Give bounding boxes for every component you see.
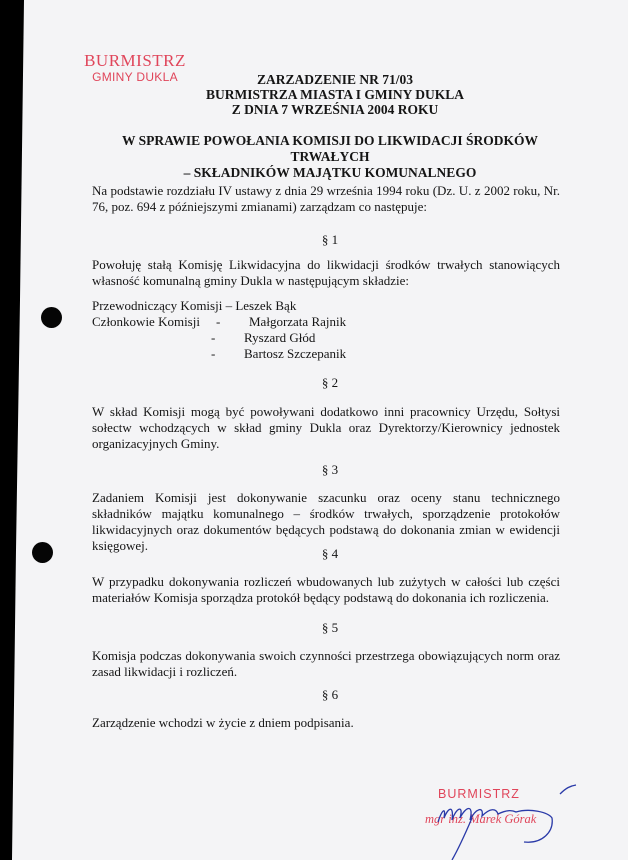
- stamp-line-1: BURMISTRZ: [84, 51, 186, 70]
- section-text-3: Zadaniem Komisji jest dokonywanie szacunku oraz oceny stanu technicznego składników majątku komunalnego – środków trwałych, sporządzenie protokołów likwidacyjnych oraz dokumentów będących podstawą do dokonania zmian w ewidencji księgowej.: [92, 490, 560, 553]
- section-text-1: Powołuję stałą Komisję Likwidacyjna do likwidacji środków trwałych stanowiących własność komunalną gminy Dukla w następującym składzie:: [92, 257, 560, 288]
- section-mark-1: § 1: [321, 232, 339, 247]
- preamble: Na podstawie rozdziału IV ustawy z dnia 29 września 1994 roku (Dz. U. z 2002 roku, Nr. 76, poz. 694 z późniejszymi zmianami) zarządzam co następuje:: [92, 183, 560, 214]
- section-mark-3: § 3: [321, 462, 339, 477]
- subject-line-2: – SKŁADNIKÓW MAJĄTKU KOMUNALNEGO: [183, 165, 477, 180]
- section-mark-6: § 6: [321, 687, 339, 702]
- signature-role-stamp: BURMISTRZ: [438, 787, 520, 801]
- committee-member: Ryszard Głód: [244, 330, 316, 345]
- scan-edge-shadow: [0, 0, 26, 860]
- punch-hole: [32, 542, 53, 563]
- member-dash: -: [216, 314, 221, 329]
- subject-line-1: W SPRAWIE POWOŁANIA KOMISJI DO LIKWIDACJI ŚRODKÓW TRWAŁYCH: [121, 133, 539, 164]
- stamp-line-2: GMINY DUKLA: [92, 70, 178, 84]
- committee-list: [92, 298, 346, 362]
- signature-name-stamp: mgr inż. Marek Górak: [425, 812, 537, 826]
- section-mark-5: § 5: [321, 620, 339, 635]
- document-title: [150, 72, 520, 117]
- title-line-1: ZARZADZENIE NR 71/03: [256, 72, 414, 87]
- committee-member-row: [92, 314, 346, 330]
- section-text-5: Komisja podczas dokonywania swoich czynności przestrzega obowiązujących norm oraz zasad likwidacji i rozliczeń.: [92, 648, 560, 679]
- committee-member: Bartosz Szczepanik: [244, 346, 347, 361]
- title-line-2: BURMISTRZA MIASTA I GMINY DUKLA: [205, 87, 465, 102]
- title-line-3: Z DNIA 7 WRZEŚNIA 2004 ROKU: [231, 102, 439, 117]
- member-dash: -: [211, 330, 216, 345]
- member-dash: -: [211, 346, 216, 361]
- section-mark-4: § 4: [321, 546, 339, 561]
- section-mark-2: § 2: [321, 375, 339, 390]
- committee-chair: Przewodniczący Komisji – Leszek Bąk: [92, 298, 297, 313]
- section-text-6: Zarządzenie wchodzi w życie z dniem podpisania.: [92, 715, 354, 730]
- signature-block: [420, 782, 620, 860]
- committee-member: Małgorzata Rajnik: [249, 314, 347, 329]
- members-label: Członkowie Komisji: [92, 314, 200, 329]
- document-subject: [90, 133, 570, 181]
- handwritten-signature: [420, 782, 620, 860]
- section-text-2: W skład Komisji mogą być powoływani dodatkowo inni pracownicy Urzędu, Sołtysi sołectw wchodzących w skład gminy Dukla oraz Dyrektorzy/Kierownicy jednostek organizacyjnych Gminy.: [92, 404, 560, 451]
- section-text-4: W przypadku dokonywania rozliczeń wbudowanych lub zużytych w całości lub części materiałów Komisja sporządza protokół będący podstawą do dokonania ich rozliczenia.: [92, 574, 560, 605]
- punch-hole: [41, 307, 62, 328]
- committee-member-row: [92, 346, 346, 362]
- committee-member-row: [92, 330, 346, 346]
